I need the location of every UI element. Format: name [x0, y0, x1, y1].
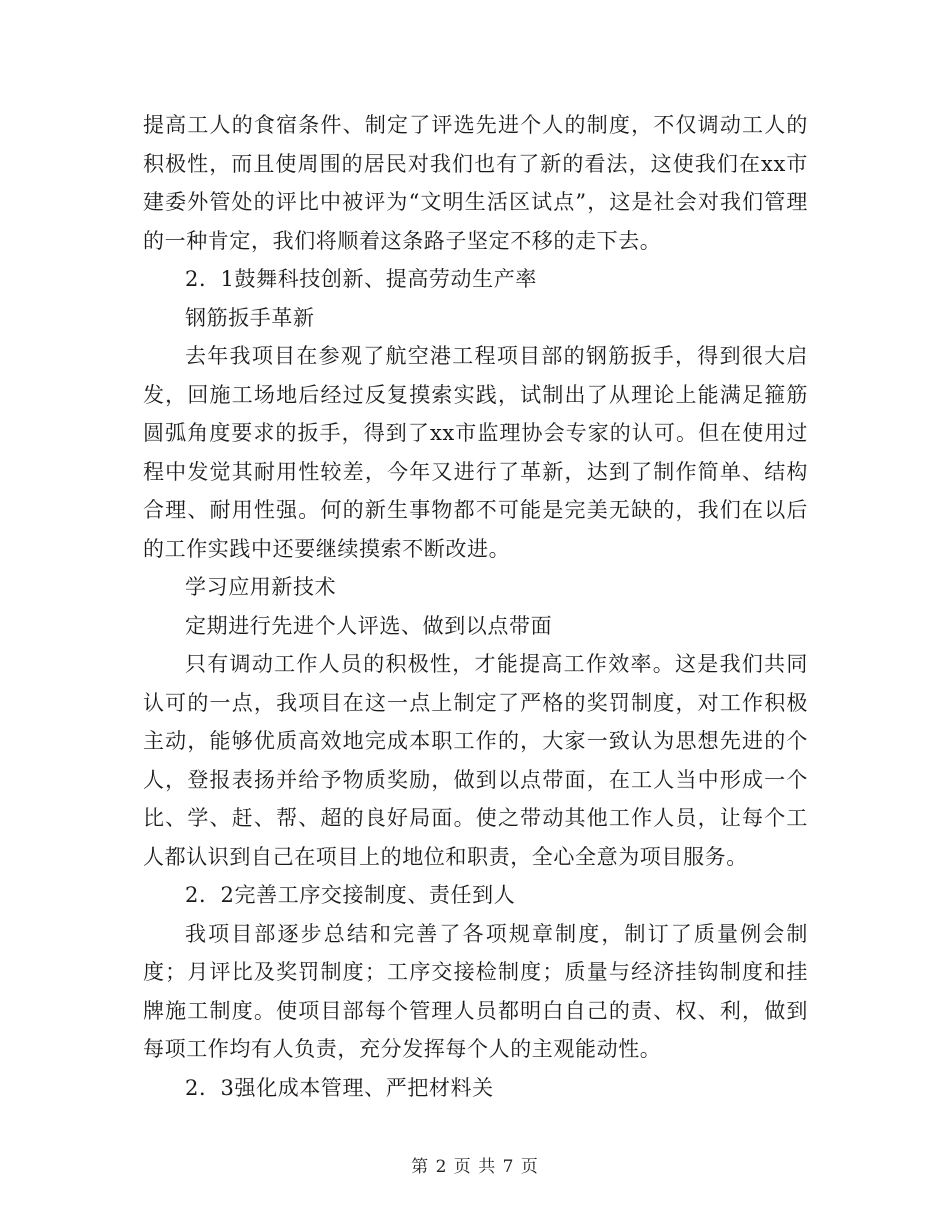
document-body — [143, 106, 808, 1107]
paragraph-rebar-wrench: 去年我项目在参观了航空港工程项目部的钢筋扳手，得到很大启发，回施工场地后经过反复摸索实践，试制出了从理论上能满足箍筋圆弧角度要求的扳手，得到了xx市监理协会专家的认可。但在使用过程中发觉其耐用性较差，今年又进行了革新，达到了制作简单、结构合理、耐用性强。何的新生事物都不可能是完美无缺的，我们在以后的工作实践中还要继续摸索不断改进。 — [143, 344, 808, 561]
paragraph-continued: 提高工人的食宿条件、制定了评选先进个人的制度，不仅调动工人的积极性，而且使周围的居民对我们也有了新的看法，这使我们在xx市建委外管处的评比中被评为“文明生活区试点”，这是社会对我们管理的一种肯定，我们将顺着这条路子坚定不移的走下去。 — [143, 113, 808, 253]
subheading-rebar-wrench: 钢筋扳手革新 — [185, 305, 315, 330]
paragraph-regulations: 我项目部逐步总结和完善了各项规章制度，制订了质量例会制度；月评比及奖罚制度；工序交接检制度；质量与经济挂钩制度和挂牌施工制度。使项目部每个管理人员都明白自己的责、权、利，做到每项工作均有人负责，充分发挥每个人的主观能动性。 — [143, 921, 808, 1061]
section-heading-2-2: 2．2完善工序交接制度、责任到人 — [185, 883, 516, 907]
paragraph-motivation: 只有调动工作人员的积极性，才能提高工作效率。这是我们共同认可的一点，我项目在这一点上制定了严格的奖罚制度，对工作积极主动，能够优质高效地完成本职工作的，大家一致认为思想先进的个人，登报表扬并给予物质奖励，做到以点带面，在工人当中形成一个比、学、赶、帮、超的良好局面。使之带动其他工作人员，让每个工人都认识到自己在项目上的地位和职责，全心全意为项目服务。 — [143, 652, 808, 869]
page-number-footer: 第 2 页 共 7 页 — [411, 1157, 539, 1177]
section-heading-2-3: 2．3强化成本管理、严把材料关 — [185, 1075, 494, 1100]
subheading-advanced-individual: 定期进行先进个人评选、做到以点带面 — [185, 613, 553, 638]
section-heading-2-1: 2．1鼓舞科技创新、提高劳动生产率 — [185, 267, 537, 291]
subheading-new-technology: 学习应用新技术 — [185, 575, 337, 599]
